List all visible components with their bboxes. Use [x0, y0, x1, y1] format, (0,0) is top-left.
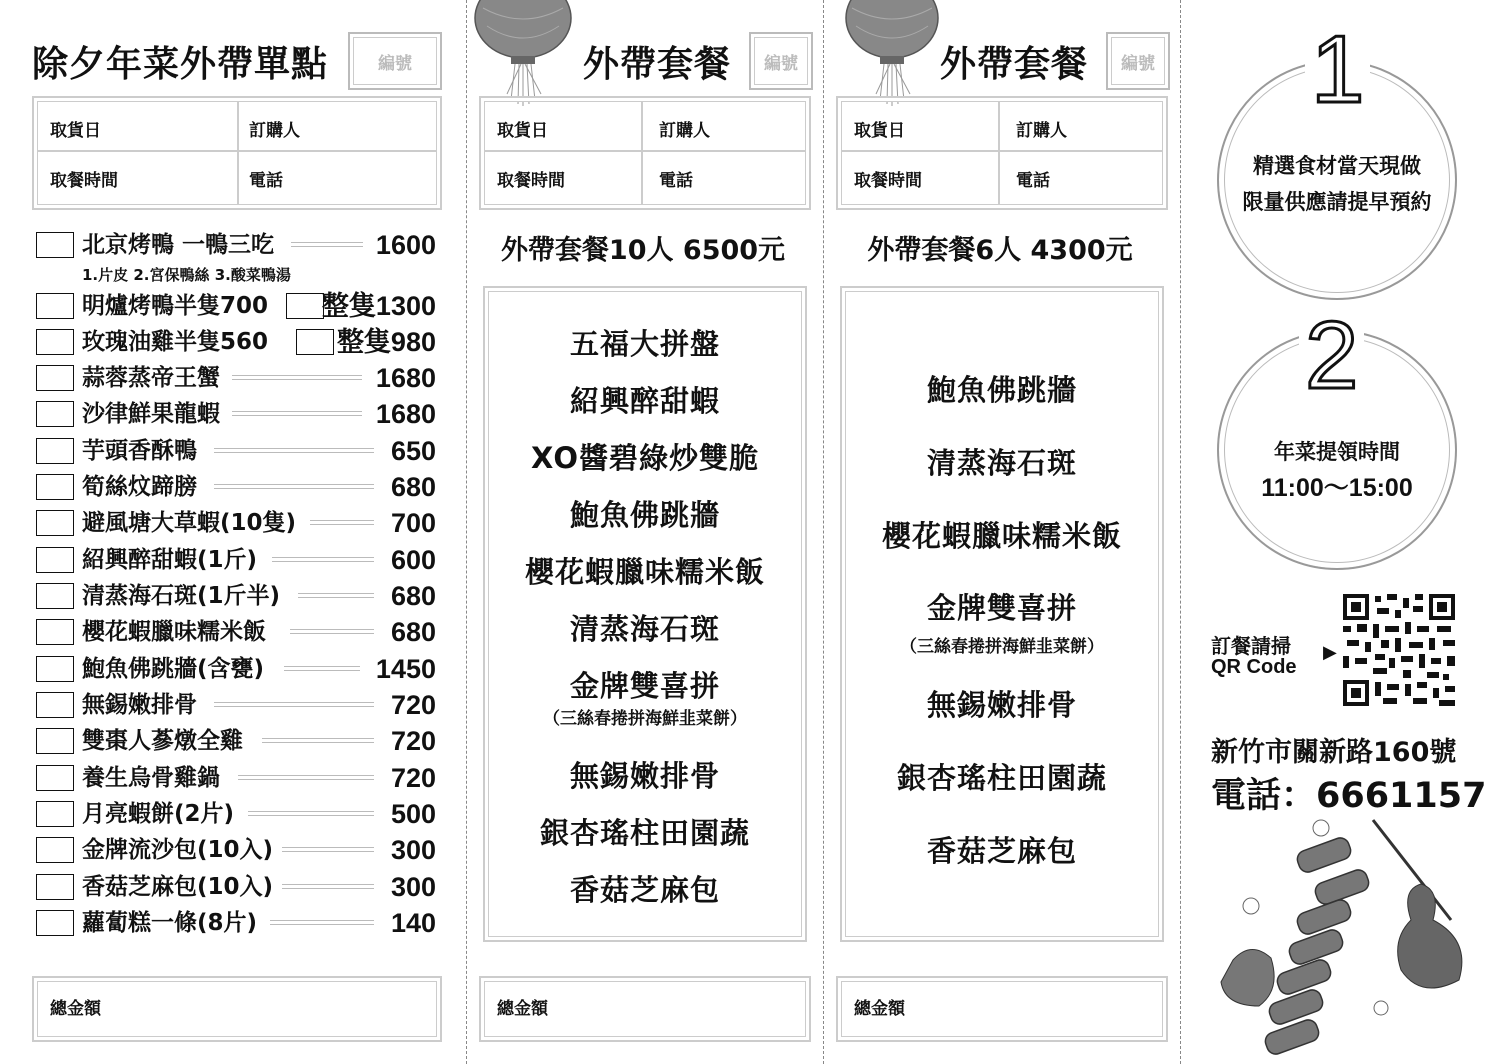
- whole-checkbox[interactable]: [296, 329, 334, 355]
- item-price: 300: [390, 835, 436, 865]
- panel-set-10: [467, 0, 823, 1064]
- total-amount-field[interactable]: [836, 976, 1168, 1042]
- order-info-form: [32, 96, 442, 210]
- menu-item: [36, 230, 436, 260]
- leader-line: [282, 884, 374, 889]
- item-price: 720: [390, 763, 436, 793]
- leader-line: [214, 702, 374, 707]
- order-code-field[interactable]: 編號: [749, 32, 813, 90]
- item-checkbox[interactable]: [36, 874, 74, 900]
- item-name: 清蒸海石斑(1斤半): [82, 583, 281, 609]
- phone-label: 電話: [1016, 171, 1050, 191]
- item-checkbox[interactable]: [36, 438, 74, 464]
- duck-note: 1.片皮 2.宮保鴨絲 3.酸菜鴨湯: [82, 266, 291, 284]
- dish-item: 香菇芝麻包: [569, 873, 720, 907]
- dish-item: 紹興醉甜蝦: [569, 384, 720, 418]
- menu-item: [36, 690, 436, 720]
- leader-line: [284, 666, 360, 671]
- menu-item: [36, 291, 436, 321]
- menu-item: [36, 472, 436, 502]
- page-title: 外帶套餐: [940, 44, 1089, 85]
- item-checkbox[interactable]: [36, 765, 74, 791]
- menu-item: [36, 545, 436, 575]
- whole-checkbox[interactable]: [286, 293, 324, 319]
- menu-item: [36, 508, 436, 538]
- dish-item: 鮑魚佛跳牆: [926, 373, 1077, 407]
- dish-item: 銀杏瑤柱田園蔬: [539, 816, 750, 850]
- dish-list: [483, 286, 807, 942]
- item-price: 600: [390, 545, 436, 575]
- panel-a-la-carte: [0, 0, 466, 1064]
- dish-item: 無錫嫩排骨: [926, 688, 1077, 722]
- menu-item: [36, 436, 436, 466]
- pickup-time-label: 取餐時間: [854, 171, 922, 191]
- page-title: 外帶套餐: [583, 44, 732, 85]
- step1-number: 1: [1305, 22, 1370, 118]
- phone-label: 電話: [249, 171, 283, 191]
- item-price: 1680: [375, 399, 436, 429]
- item-price: 680: [390, 472, 436, 502]
- item-name: 避風塘大草蝦(10隻): [82, 510, 297, 536]
- leader-line: [248, 811, 374, 816]
- item-price: 720: [390, 690, 436, 720]
- menu-item: [36, 581, 436, 611]
- store-phone[interactable]: 電話：6661157: [1211, 776, 1487, 816]
- item-checkbox[interactable]: [36, 692, 74, 718]
- item-name: 養生烏骨雞鍋: [82, 765, 220, 791]
- pickup-date-label: 取貨日: [854, 121, 905, 141]
- item-name: 芋頭香酥鴨: [82, 438, 197, 464]
- item-price: 700: [390, 508, 436, 538]
- set-title: 外帶套餐10人 6500元: [500, 235, 786, 266]
- item-name: 北京烤鴨 一鴨三吃: [82, 232, 275, 258]
- item-checkbox[interactable]: [36, 510, 74, 536]
- dish-item: 櫻花蝦臘味糯米飯: [881, 519, 1122, 553]
- dish-item: 清蒸海石斑: [569, 612, 720, 646]
- leader-line: [232, 411, 362, 416]
- item-name: 櫻花蝦臘味糯米飯: [82, 619, 266, 645]
- set-title: 外帶套餐6人 4300元: [867, 235, 1133, 266]
- item-checkbox[interactable]: [36, 910, 74, 936]
- item-name: 紹興醉甜蝦(1斤): [82, 547, 258, 573]
- pickup-date-label: 取貨日: [497, 121, 548, 141]
- pickup-time-label: 取餐時間: [497, 171, 565, 191]
- leader-line: [214, 448, 374, 453]
- step2-line2: 11:00～15:00: [1261, 474, 1413, 502]
- panel-info: [1181, 0, 1500, 1064]
- menu-item: [36, 763, 436, 793]
- item-name: 蒜蓉蒸帝王蟹: [82, 365, 220, 391]
- menu-item: [36, 872, 436, 902]
- pickup-date-label: 取貨日: [50, 121, 101, 141]
- dish-list: [840, 286, 1164, 942]
- leader-line: [232, 375, 362, 380]
- item-extra: 整隻1300: [321, 291, 436, 321]
- leader-line: [262, 738, 374, 743]
- item-price: 680: [390, 581, 436, 611]
- total-amount-field[interactable]: [32, 976, 442, 1042]
- dish-item: 鮑魚佛跳牆: [569, 498, 720, 532]
- item-price: 650: [390, 436, 436, 466]
- item-name: 鮑魚佛跳牆(含甕): [82, 656, 265, 682]
- qr-prompt: 訂餐請掃: [1211, 634, 1291, 658]
- menu-item: [36, 327, 436, 357]
- item-name: 雙棗人蔘燉全雞: [82, 728, 243, 754]
- item-name: 香菇芝麻包(10入): [82, 874, 274, 900]
- item-checkbox[interactable]: [36, 656, 74, 682]
- firecrackers-icon: [1211, 810, 1500, 1064]
- order-code-field[interactable]: 編號: [348, 32, 442, 90]
- lantern-icon: [842, 0, 952, 110]
- dish-note: （三絲春捲拼海鮮韭菜餅）: [900, 637, 1104, 657]
- qr-prompt-code: QR Code: [1211, 656, 1297, 678]
- order-code-field[interactable]: 編號: [1106, 32, 1170, 90]
- dish-item: 金牌雙喜拼: [569, 669, 720, 703]
- lantern-icon: [473, 0, 583, 110]
- leader-line: [282, 847, 374, 852]
- dish-item: 無錫嫩排骨: [569, 759, 720, 793]
- order-info-form: [836, 96, 1168, 210]
- item-name: 沙律鮮果龍蝦: [82, 401, 220, 427]
- leader-line: [298, 593, 374, 598]
- item-checkbox[interactable]: [36, 365, 74, 391]
- total-amount-field[interactable]: [479, 976, 811, 1042]
- item-checkbox[interactable]: [36, 619, 74, 645]
- step1-line1: 精選食材當天現做: [1253, 154, 1421, 178]
- item-checkbox[interactable]: [36, 583, 74, 609]
- orderer-label: 訂購人: [1016, 121, 1067, 141]
- panel-set-6: [824, 0, 1180, 1064]
- dish-item: XO醬碧綠炒雙脆: [531, 441, 759, 475]
- arrow-right-icon: ▶: [1323, 642, 1337, 663]
- leader-line: [310, 520, 374, 525]
- menu-item: [36, 617, 436, 647]
- item-extra: 整隻980: [336, 327, 436, 357]
- item-checkbox[interactable]: [36, 329, 74, 355]
- item-price: 1450: [375, 654, 436, 684]
- menu-item: [36, 654, 436, 684]
- phone-label: 電話: [659, 171, 693, 191]
- step2-number: 2: [1299, 308, 1364, 404]
- leader-line: [290, 629, 374, 634]
- item-name: 玫瑰油雞半隻560: [82, 329, 269, 355]
- item-checkbox[interactable]: [36, 293, 74, 319]
- step2-line1: 年菜提領時間: [1274, 440, 1400, 464]
- item-checkbox[interactable]: [36, 232, 74, 258]
- dish-item: 五福大拼盤: [569, 327, 720, 361]
- order-info-form: [479, 96, 811, 210]
- menu-item: [36, 363, 436, 393]
- item-name: 筍絲炆蹄膀: [82, 474, 197, 500]
- menu-item: [36, 908, 436, 938]
- item-name: 月亮蝦餅(2片): [82, 801, 235, 827]
- leader-line: [214, 484, 374, 489]
- item-price: 680: [390, 617, 436, 647]
- dish-note: （三絲春捲拼海鮮韭菜餅）: [543, 709, 747, 729]
- menu-item: [36, 726, 436, 756]
- item-name: 明爐烤鴨半隻700: [82, 293, 269, 319]
- dish-item: 清蒸海石斑: [926, 446, 1077, 480]
- store-address: 新竹市關新路160號: [1211, 737, 1457, 768]
- leader-line: [238, 775, 374, 780]
- item-price: 1680: [375, 363, 436, 393]
- total-label: 總金額: [50, 999, 101, 1019]
- item-name: 無錫嫩排骨: [82, 692, 197, 718]
- qr-code-icon[interactable]: [1343, 594, 1455, 706]
- menu-item: [36, 799, 436, 829]
- item-checkbox[interactable]: [36, 474, 74, 500]
- leader-line: [291, 242, 363, 247]
- total-label: 總金額: [497, 999, 548, 1019]
- total-label: 總金額: [854, 999, 905, 1019]
- menu-item: [36, 835, 436, 865]
- item-checkbox[interactable]: [36, 837, 74, 863]
- dish-item: 香菇芝麻包: [926, 834, 1077, 868]
- item-checkbox[interactable]: [36, 728, 74, 754]
- dish-item: 櫻花蝦臘味糯米飯: [524, 555, 765, 589]
- item-price: 500: [390, 799, 436, 829]
- page-title: 除夕年菜外帶單點: [32, 44, 329, 85]
- item-checkbox[interactable]: [36, 401, 74, 427]
- dish-item: 銀杏瑤柱田園蔬: [896, 761, 1107, 795]
- item-price: 720: [390, 726, 436, 756]
- item-price: 1600: [375, 230, 436, 260]
- item-name: 金牌流沙包(10入): [82, 837, 274, 863]
- item-name: 蘿蔔糕一條(8片): [82, 910, 258, 936]
- pickup-time-label: 取餐時間: [50, 171, 118, 191]
- orderer-label: 訂購人: [659, 121, 710, 141]
- orderer-label: 訂購人: [249, 121, 300, 141]
- step1-line2: 限量供應請提早預約: [1242, 190, 1432, 214]
- menu-item: [36, 399, 436, 429]
- item-price: 300: [390, 872, 436, 902]
- dish-item: 金牌雙喜拼: [926, 591, 1077, 625]
- item-checkbox[interactable]: [36, 547, 74, 573]
- item-checkbox[interactable]: [36, 801, 74, 827]
- leader-line: [270, 920, 374, 925]
- item-price: 140: [390, 908, 436, 938]
- leader-line: [272, 557, 374, 562]
